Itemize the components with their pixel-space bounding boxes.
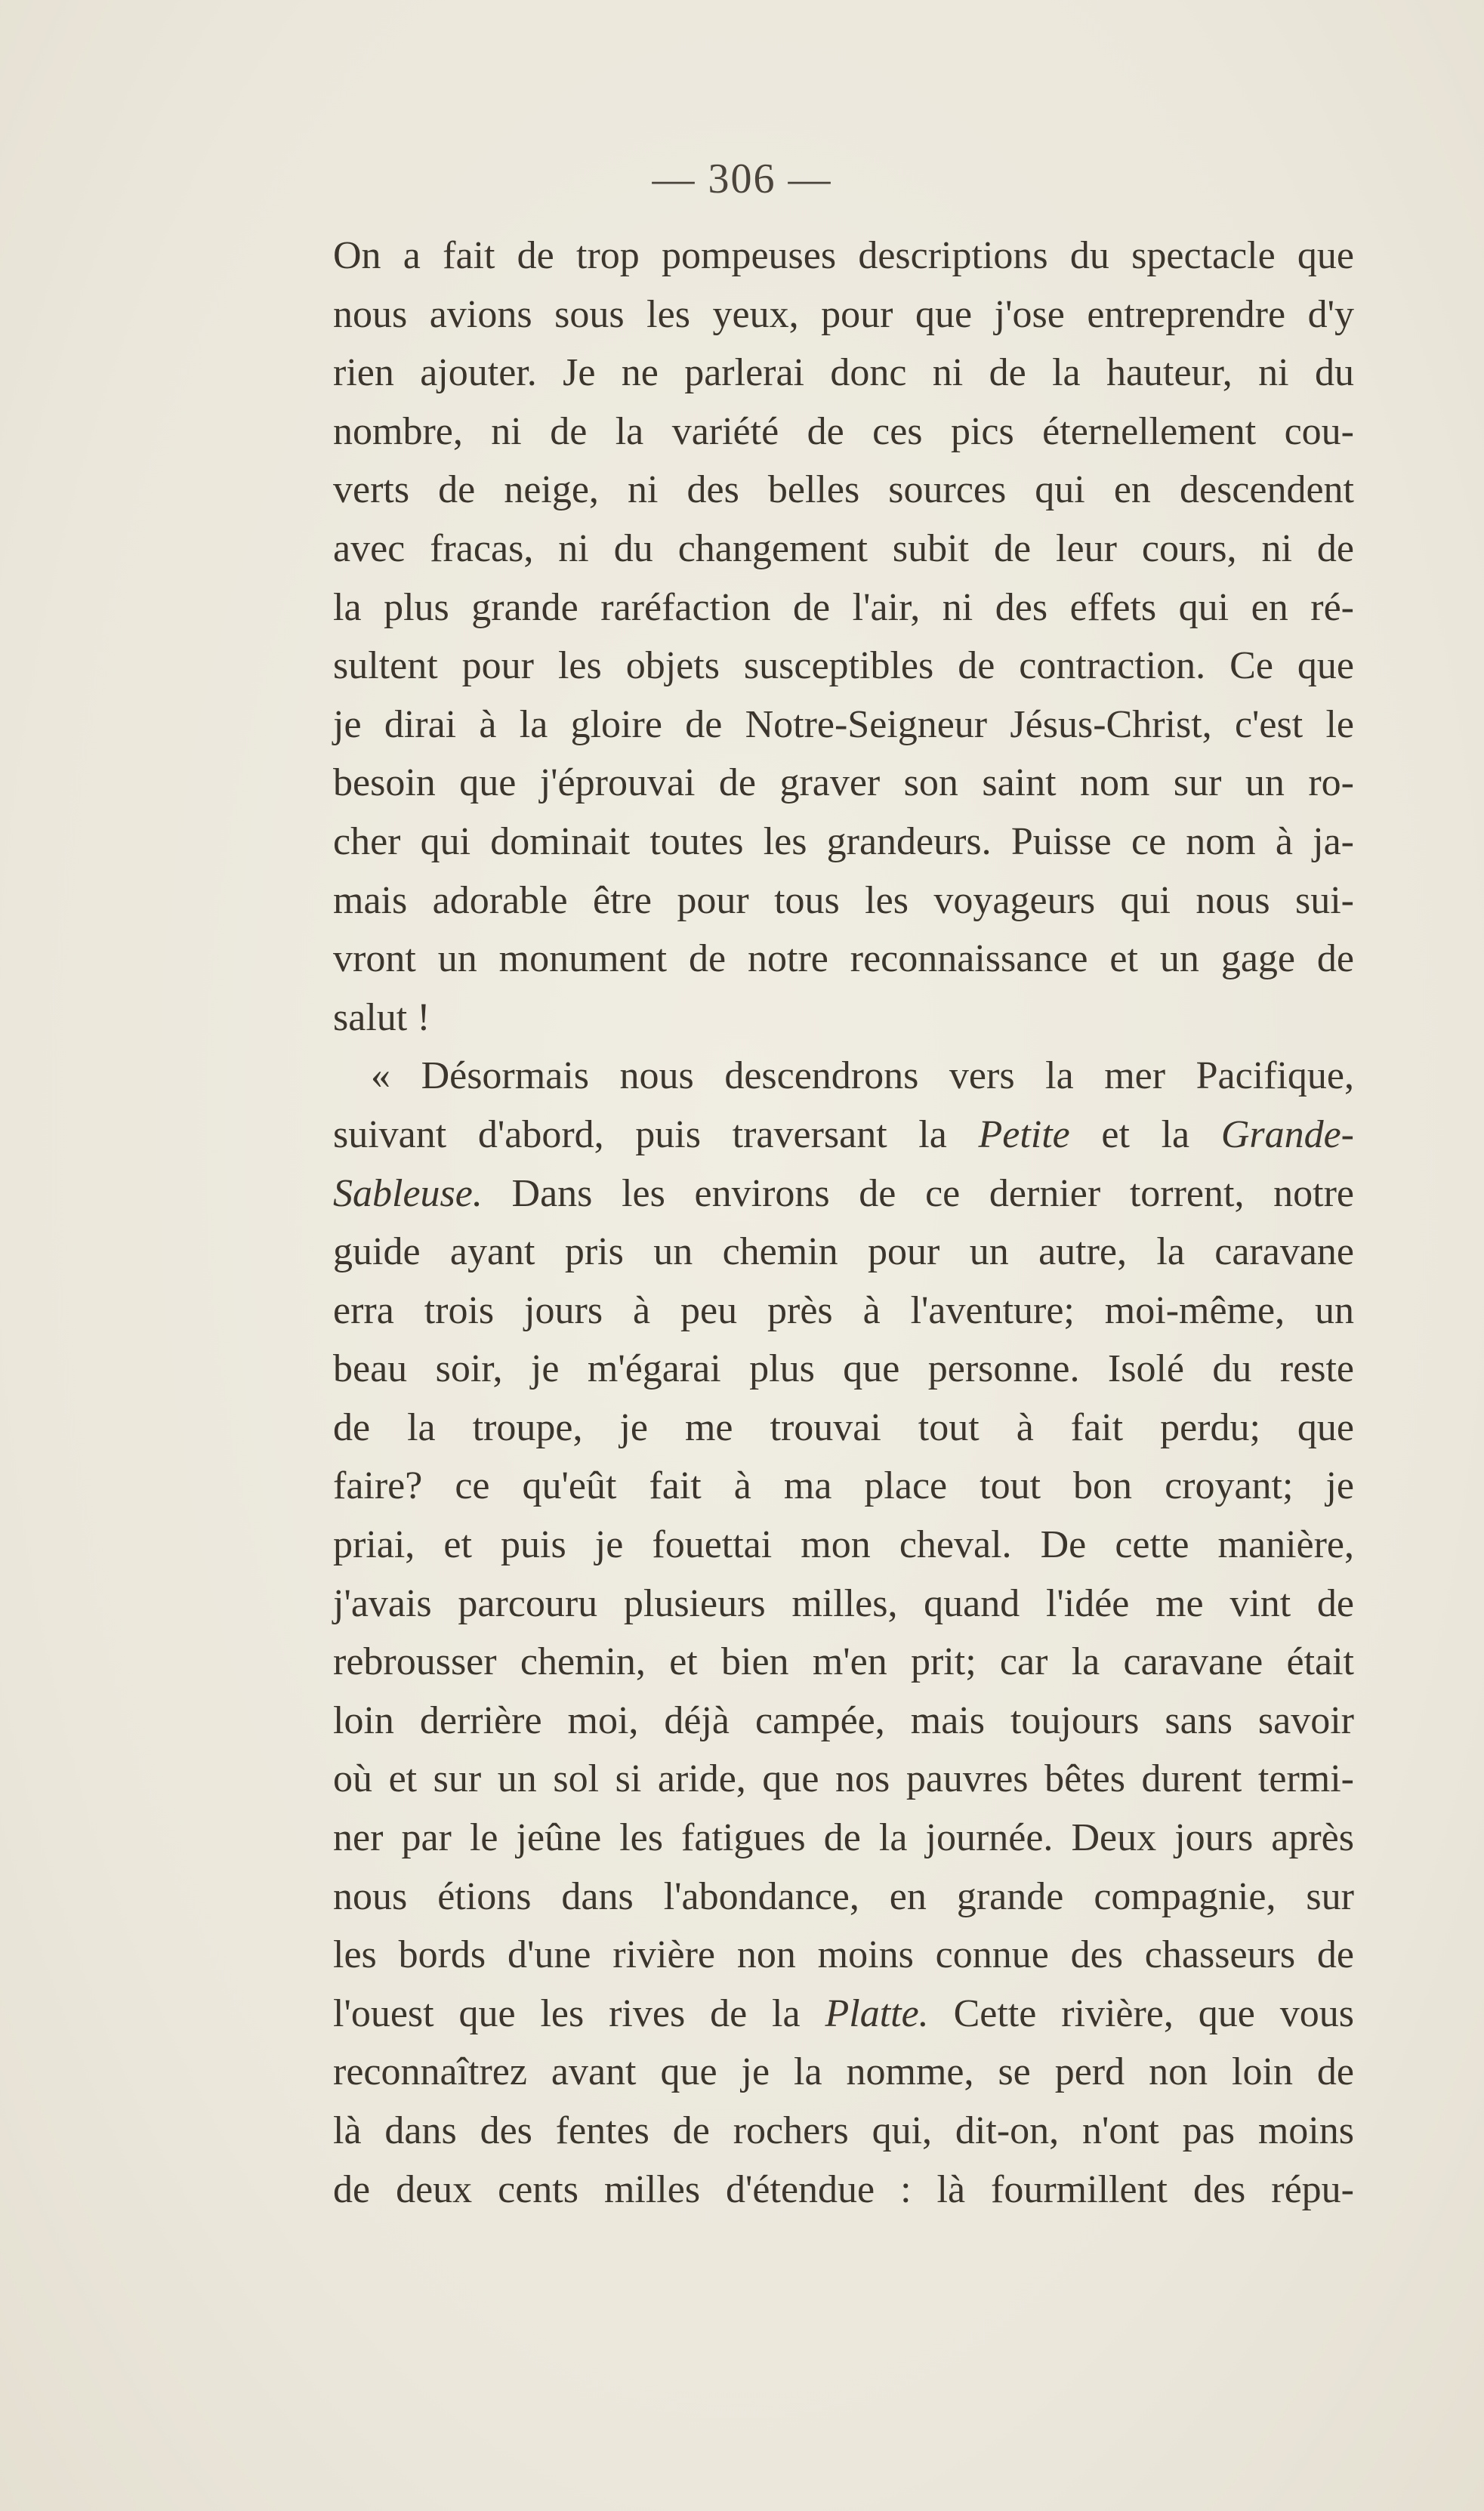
- text-segment: nous étions dans l'abondance, en grande compagnie, sur: [333, 1874, 1354, 1918]
- text-segment: ner par le jeûne les fatigues de la journée. Deux jours après: [333, 1816, 1354, 1860]
- page-number: — 306 —: [652, 156, 832, 202]
- text-line: [333, 1340, 1354, 1399]
- text-line: [333, 1516, 1354, 1575]
- text-segment: sultent pour les objets susceptibles de contraction. Ce que: [333, 644, 1354, 688]
- text-line: [333, 1750, 1354, 1809]
- text-segment: besoin que j'éprouvai de graver son saint nom sur un ro-: [333, 761, 1354, 805]
- text-line: [333, 813, 1354, 871]
- text-segment: et la: [1069, 1112, 1221, 1156]
- text-segment: guide ayant pris un chemin pour un autre, la caravane: [333, 1230, 1354, 1274]
- text-line: [333, 2102, 1354, 2161]
- text-line: [333, 1164, 1354, 1223]
- text-segment: cher qui dominait toutes les grandeurs. Puisse ce nom à ja-: [333, 819, 1354, 863]
- text-segment: Dans les environs de ce dernier torrent, notre: [482, 1171, 1354, 1215]
- text-line: [333, 227, 1354, 285]
- text-line: [333, 2043, 1354, 2102]
- text-segment: vront un monument de notre reconnaissance et un gage de: [333, 937, 1354, 981]
- text-line: [333, 871, 1354, 930]
- text-segment: mais adorable être pour tous les voyageurs qui nous sui-: [333, 878, 1354, 922]
- text-line: [333, 1223, 1354, 1282]
- text-line: [333, 930, 1354, 989]
- text-segment: faire? ce qu'eût fait à ma place tout bon croyant; je: [333, 1464, 1354, 1508]
- italic-text: Petite: [978, 1112, 1070, 1156]
- text-line: [333, 285, 1354, 344]
- text-segment: On a fait de trop pompeuses descriptions du spectacle que: [333, 234, 1354, 277]
- text-line: [333, 1809, 1354, 1868]
- text-segment: rebrousser chemin, et bien m'en prit; car la caravane était: [333, 1640, 1354, 1684]
- text-line: [333, 1868, 1354, 1926]
- text-line: [333, 520, 1354, 578]
- italic-text: Grande-: [1220, 1112, 1354, 1156]
- text-line: [333, 754, 1354, 813]
- text-segment: la plus grande raréfaction de l'air, ni des effets qui en ré-: [333, 585, 1354, 629]
- text-segment: nombre, ni de la variété de ces pics éternellement cou-: [333, 409, 1354, 453]
- text-line: [333, 1106, 1354, 1164]
- text-line: [333, 1985, 1354, 2044]
- text-line: [333, 461, 1354, 520]
- text-line: [333, 1926, 1354, 1985]
- text-line: [333, 1633, 1354, 1692]
- text-segment: l'ouest que les rives de la: [333, 1991, 825, 2035]
- text-segment: Cette rivière, que vous: [928, 1991, 1354, 2035]
- text-line: [333, 2161, 1354, 2219]
- text-segment: beau soir, je m'égarai plus que personne. Isolé du reste: [333, 1347, 1354, 1391]
- text-segment: de deux cents milles d'étendue : là fourmillent des répu-: [333, 2167, 1354, 2211]
- text-segment: reconnaîtrez avant que je la nomme, se perd non loin de: [333, 2050, 1354, 2094]
- text-line: [333, 1692, 1354, 1751]
- text-segment: nous avions sous les yeux, pour que j'ose entreprendre d'y: [333, 292, 1354, 336]
- text-segment: suivant d'abord, puis traversant la: [333, 1112, 979, 1156]
- text-line: [333, 989, 1354, 1047]
- text-segment: j'avais parcouru plusieurs milles, quand l'idée me vint de: [333, 1581, 1354, 1625]
- text-segment: erra trois jours à peu près à l'aventure; moi-même, un: [333, 1288, 1354, 1332]
- text-segment: les bords d'une rivière non moins connue des chasseurs de: [333, 1933, 1354, 1977]
- text-segment: avec fracas, ni du changement subit de leur cours, ni de: [333, 526, 1354, 570]
- text-segment: de la troupe, je me trouvai tout à fait perdu; que: [333, 1405, 1354, 1449]
- text-segment: où et sur un sol si aride, que nos pauvres bêtes durent termi-: [333, 1757, 1354, 1801]
- text-line: [333, 403, 1354, 461]
- text-segment: « Désormais nous descendrons vers la mer Pacifique,: [371, 1054, 1354, 1098]
- text-segment: salut !: [333, 995, 430, 1039]
- body-text: [333, 227, 1354, 2219]
- italic-text: Platte.: [825, 1991, 929, 2035]
- italic-text: Sableuse.: [333, 1171, 483, 1215]
- text-segment: je dirai à la gloire de Notre-Seigneur Jésus-Christ, c'est le: [333, 702, 1354, 746]
- text-segment: verts de neige, ni des belles sources qui en descendent: [333, 468, 1354, 512]
- text-line: [333, 1282, 1354, 1340]
- text-segment: loin derrière moi, déjà campée, mais toujours sans savoir: [333, 1698, 1354, 1742]
- text-line: [333, 578, 1354, 637]
- text-line: [333, 344, 1354, 403]
- text-line: [333, 696, 1354, 754]
- text-line: [333, 637, 1354, 696]
- text-segment: rien ajouter. Je ne parlerai donc ni de la hauteur, ni du: [333, 351, 1354, 395]
- text-line: [333, 1399, 1354, 1458]
- text-line: [333, 1457, 1354, 1516]
- text-line: [333, 1575, 1354, 1633]
- text-line: [333, 1047, 1354, 1106]
- text-segment: là dans des fentes de rochers qui, dit-on, n'ont pas moins: [333, 2109, 1354, 2152]
- text-segment: priai, et puis je fouettai mon cheval. De cette manière,: [333, 1523, 1354, 1567]
